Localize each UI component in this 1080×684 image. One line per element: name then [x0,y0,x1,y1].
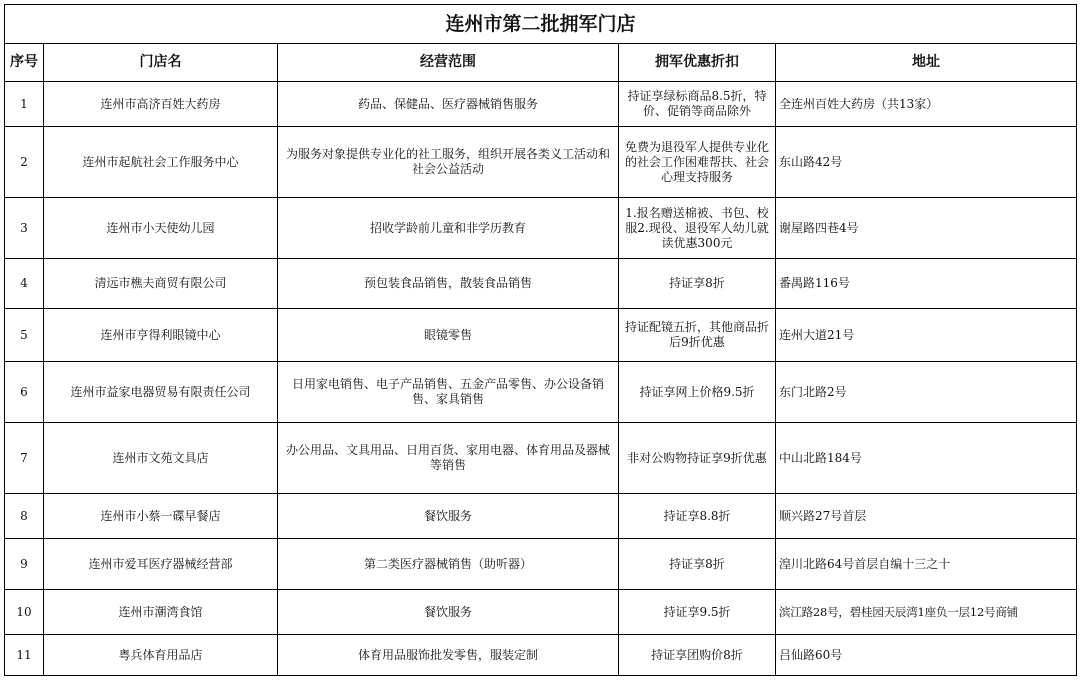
cell-discount: 1.报名赠送棉被、书包、校服2.现役、退役军人幼儿就读优惠300元 [619,198,776,259]
cell-discount: 持证享团购价8折 [619,635,776,676]
header-discount: 拥军优惠折扣 [619,44,776,82]
cell-store: 连州市潮湾食馆 [44,590,278,635]
cell-address: 东山路42号 [776,127,1077,198]
cell-address: 东门北路2号 [776,362,1077,423]
cell-index: 6 [5,362,44,423]
cell-address: 滨江路28号，碧桂园天辰湾1座负一层12号商铺 [776,590,1077,635]
table-row [5,494,1077,539]
cell-discount: 持证享8折 [619,259,776,309]
table-row [5,309,1077,362]
cell-address: 湟川北路64号首层自编十三之十 [776,539,1077,590]
stores-table [4,4,1077,676]
cell-address: 中山北路184号 [776,423,1077,494]
cell-scope: 办公用品、文具用品、日用百货、家用电器、体育用品及器械等销售 [278,423,619,494]
title-row [5,5,1077,44]
cell-scope: 招收学龄前儿童和非学历教育 [278,198,619,259]
cell-store: 连州市爱耳医疗器械经营部 [44,539,278,590]
cell-scope: 眼镜零售 [278,309,619,362]
cell-store: 粤兵体育用品店 [44,635,278,676]
cell-scope: 药品、保健品、医疗器械销售服务 [278,82,619,127]
table-row [5,82,1077,127]
cell-store: 连州市小天使幼儿园 [44,198,278,259]
spreadsheet [4,4,1076,680]
cell-store: 连州市亨得利眼镜中心 [44,309,278,362]
cell-index: 5 [5,309,44,362]
table-row [5,539,1077,590]
cell-store: 连州市文苑文具店 [44,423,278,494]
page-title: 连州市第二批拥军门店 [5,5,1077,44]
cell-discount: 持证享9.5折 [619,590,776,635]
table-row [5,127,1077,198]
cell-address: 全连州百姓大药房（共13家） [776,82,1077,127]
cell-scope: 体育用品服饰批发零售，服装定制 [278,635,619,676]
header-store: 门店名 [44,44,278,82]
cell-index: 11 [5,635,44,676]
cell-discount: 持证享8折 [619,539,776,590]
cell-discount: 持证享绿标商品8.5折，特价、促销等商品除外 [619,82,776,127]
cell-scope: 预包装食品销售，散装食品销售 [278,259,619,309]
cell-index: 3 [5,198,44,259]
cell-store: 连州市小蔡一碟早餐店 [44,494,278,539]
cell-address: 连州大道21号 [776,309,1077,362]
cell-store: 连州市起航社会工作服务中心 [44,127,278,198]
table-row [5,590,1077,635]
cell-index: 7 [5,423,44,494]
cell-scope: 餐饮服务 [278,494,619,539]
cell-address: 顺兴路27号首层 [776,494,1077,539]
cell-store: 连州市益家电器贸易有限责任公司 [44,362,278,423]
table-row [5,635,1077,676]
table-row [5,362,1077,423]
header-address: 地址 [776,44,1077,82]
cell-index: 1 [5,82,44,127]
cell-store: 连州市高济百姓大药房 [44,82,278,127]
cell-address: 谢屋路四巷4号 [776,198,1077,259]
cell-discount: 持证配镜五折，其他商品折后9折优惠 [619,309,776,362]
cell-discount: 免费为退役军人提供专业化的社会工作困难帮扶、社会心理支持服务 [619,127,776,198]
header-scope: 经营范围 [278,44,619,82]
cell-scope: 餐饮服务 [278,590,619,635]
cell-index: 9 [5,539,44,590]
cell-discount: 持证享8.8折 [619,494,776,539]
table-row [5,198,1077,259]
cell-scope: 第二类医疗器械销售（助听器） [278,539,619,590]
cell-index: 4 [5,259,44,309]
cell-scope: 为服务对象提供专业化的社工服务，组织开展各类义工活动和社会公益活动 [278,127,619,198]
header-index: 序号 [5,44,44,82]
cell-scope: 日用家电销售、电子产品销售、五金产品零售、办公设备销售、家具销售 [278,362,619,423]
cell-index: 2 [5,127,44,198]
cell-address: 番禺路116号 [776,259,1077,309]
cell-index: 8 [5,494,44,539]
table-row [5,259,1077,309]
header-row [5,44,1077,82]
table-row [5,423,1077,494]
cell-store: 清远市樵夫商贸有限公司 [44,259,278,309]
cell-discount: 非对公购物持证享9折优惠 [619,423,776,494]
cell-discount: 持证享网上价格9.5折 [619,362,776,423]
cell-index: 10 [5,590,44,635]
cell-address: 吕仙路60号 [776,635,1077,676]
